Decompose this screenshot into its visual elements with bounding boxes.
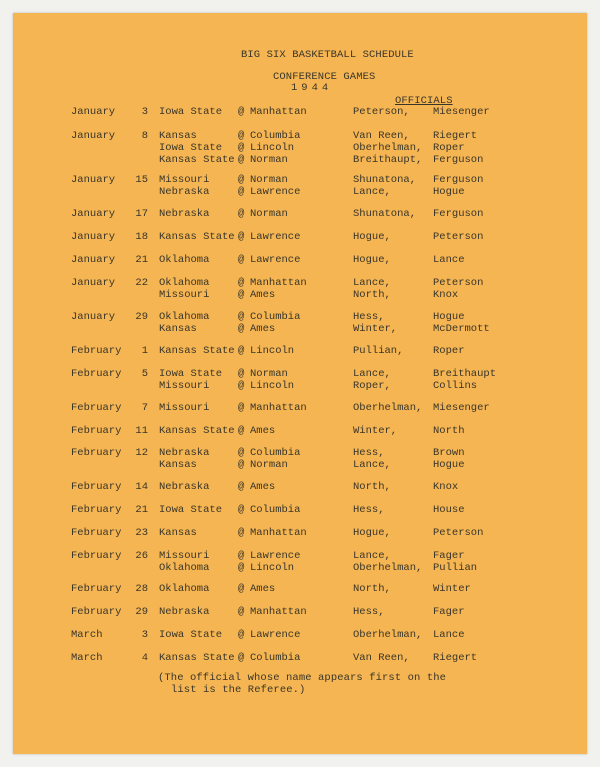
- game-month: February: [71, 447, 122, 459]
- game-site: Norman: [250, 459, 288, 471]
- game-month: February: [71, 481, 122, 493]
- game-day: 5: [141, 368, 148, 380]
- game-site: Norman: [250, 154, 288, 166]
- umpire-name: Winter: [433, 583, 471, 595]
- document-title: BIG SIX BASKETBALL SCHEDULE: [241, 49, 414, 61]
- referee-name: Hogue,: [353, 231, 391, 243]
- game-month: February: [71, 583, 122, 595]
- game-day: 21: [135, 504, 148, 516]
- at-symbol: @: [238, 402, 245, 414]
- game-day: 29: [135, 606, 148, 618]
- home-team: Kansas: [159, 459, 197, 471]
- at-symbol: @: [238, 345, 245, 357]
- referee-name: Breithaupt,: [353, 154, 423, 166]
- game-month: February: [71, 402, 122, 414]
- at-symbol: @: [238, 311, 245, 323]
- game-site: Manhattan: [250, 527, 307, 539]
- referee-name: Lance,: [353, 277, 391, 289]
- home-team: Missouri: [159, 380, 210, 392]
- referee-name: Shunatona,: [353, 208, 417, 220]
- at-symbol: @: [238, 606, 245, 618]
- home-team: Missouri: [159, 289, 210, 301]
- referee-name: Lance,: [353, 459, 391, 471]
- umpire-name: Brown: [433, 447, 465, 459]
- game-site: Columbia: [250, 447, 301, 459]
- home-team: Missouri: [159, 402, 210, 414]
- home-team: Missouri: [159, 550, 210, 562]
- at-symbol: @: [238, 527, 245, 539]
- game-day: 15: [135, 174, 148, 186]
- referee-name: Hess,: [353, 606, 385, 618]
- home-team: Iowa State: [159, 106, 223, 118]
- at-symbol: @: [238, 368, 245, 380]
- referee-name: Oberhelman,: [353, 142, 423, 154]
- at-symbol: @: [238, 231, 245, 243]
- game-day: 8: [141, 130, 148, 142]
- game-site: Ames: [250, 583, 276, 595]
- referee-name: North,: [353, 481, 391, 493]
- game-site: Columbia: [250, 652, 301, 664]
- at-symbol: @: [238, 186, 245, 198]
- umpire-name: Roper: [433, 142, 465, 154]
- game-site: Lincoln: [250, 562, 295, 574]
- game-site: Norman: [250, 368, 288, 380]
- home-team: Kansas State: [159, 345, 235, 357]
- game-site: Ames: [250, 323, 276, 335]
- home-team: Kansas State: [159, 154, 235, 166]
- game-site: Lawrence: [250, 629, 301, 641]
- at-symbol: @: [238, 550, 245, 562]
- home-team: Missouri: [159, 174, 210, 186]
- officials-heading: OFFICIALS: [395, 95, 453, 107]
- at-symbol: @: [238, 106, 245, 118]
- umpire-name: Peterson: [433, 277, 484, 289]
- game-site: Manhattan: [250, 606, 307, 618]
- game-site: Lawrence: [250, 254, 301, 266]
- home-team: Iowa State: [159, 368, 223, 380]
- game-site: Norman: [250, 208, 288, 220]
- referee-note-line-2: list is the Referee.): [171, 684, 306, 696]
- referee-note-line-1: (The official whose name appears first on the: [158, 672, 447, 684]
- game-site: Lawrence: [250, 231, 301, 243]
- umpire-name: Riegert: [433, 652, 478, 664]
- game-day: 29: [135, 311, 148, 323]
- referee-name: Winter,: [353, 425, 398, 437]
- at-symbol: @: [238, 481, 245, 493]
- at-symbol: @: [238, 583, 245, 595]
- at-symbol: @: [238, 254, 245, 266]
- umpire-name: North: [433, 425, 465, 437]
- home-team: Iowa State: [159, 629, 223, 641]
- game-site: Lawrence: [250, 550, 301, 562]
- umpire-name: Hogue: [433, 311, 465, 323]
- referee-name: Hess,: [353, 504, 385, 516]
- umpire-name: Peterson: [433, 231, 484, 243]
- umpire-name: Fager: [433, 550, 465, 562]
- home-team: Oklahoma: [159, 583, 210, 595]
- umpire-name: Knox: [433, 481, 459, 493]
- game-month: January: [71, 277, 116, 289]
- home-team: Kansas: [159, 527, 197, 539]
- at-symbol: @: [238, 142, 245, 154]
- home-team: Oklahoma: [159, 277, 210, 289]
- game-month: February: [71, 527, 122, 539]
- game-site: Ames: [250, 425, 276, 437]
- game-site: Lincoln: [250, 380, 295, 392]
- umpire-name: Breithaupt: [433, 368, 497, 380]
- home-team: Oklahoma: [159, 254, 210, 266]
- referee-name: North,: [353, 289, 391, 301]
- referee-name: Oberhelman,: [353, 402, 423, 414]
- referee-name: Peterson,: [353, 106, 410, 118]
- umpire-name: Hogue: [433, 459, 465, 471]
- at-symbol: @: [238, 208, 245, 220]
- game-day: 3: [141, 106, 148, 118]
- at-symbol: @: [238, 629, 245, 641]
- home-team: Kansas State: [159, 425, 235, 437]
- game-day: 3: [141, 629, 148, 641]
- game-site: Columbia: [250, 130, 301, 142]
- at-symbol: @: [238, 652, 245, 664]
- home-team: Oklahoma: [159, 562, 210, 574]
- at-symbol: @: [238, 174, 245, 186]
- at-symbol: @: [238, 380, 245, 392]
- game-month: March: [71, 629, 103, 641]
- umpire-name: Miesenger: [433, 402, 490, 414]
- at-symbol: @: [238, 289, 245, 301]
- referee-name: Pullian,: [353, 345, 404, 357]
- game-month: January: [71, 106, 116, 118]
- at-symbol: @: [238, 323, 245, 335]
- umpire-name: Ferguson: [433, 208, 484, 220]
- referee-name: Van Reen,: [353, 130, 410, 142]
- at-symbol: @: [238, 130, 245, 142]
- umpire-name: Riegert: [433, 130, 478, 142]
- referee-name: Hess,: [353, 311, 385, 323]
- game-site: Norman: [250, 174, 288, 186]
- game-site: Lincoln: [250, 142, 295, 154]
- game-month: January: [71, 311, 116, 323]
- at-symbol: @: [238, 459, 245, 471]
- home-team: Nebraska: [159, 208, 210, 220]
- at-symbol: @: [238, 277, 245, 289]
- game-day: 22: [135, 277, 148, 289]
- home-team: Nebraska: [159, 186, 210, 198]
- umpire-name: McDermott: [433, 323, 490, 335]
- game-month: February: [71, 368, 122, 380]
- referee-name: Winter,: [353, 323, 398, 335]
- game-site: Manhattan: [250, 106, 307, 118]
- referee-name: Van Reen,: [353, 652, 410, 664]
- document-page: [13, 13, 587, 754]
- referee-name: Hess,: [353, 447, 385, 459]
- game-day: 7: [141, 402, 148, 414]
- at-symbol: @: [238, 154, 245, 166]
- referee-name: Lance,: [353, 368, 391, 380]
- game-site: Manhattan: [250, 402, 307, 414]
- game-site: Ames: [250, 481, 276, 493]
- game-site: Lincoln: [250, 345, 295, 357]
- document-year: 1944: [291, 82, 333, 94]
- game-month: January: [71, 208, 116, 220]
- document-subtitle: CONFERENCE GAMES: [273, 71, 376, 83]
- umpire-name: Fager: [433, 606, 465, 618]
- game-day: 11: [135, 425, 148, 437]
- umpire-name: Miesenger: [433, 106, 490, 118]
- game-site: Manhattan: [250, 277, 307, 289]
- at-symbol: @: [238, 447, 245, 459]
- game-month: February: [71, 606, 122, 618]
- game-day: 1: [141, 345, 148, 357]
- at-symbol: @: [238, 504, 245, 516]
- referee-name: Roper,: [353, 380, 391, 392]
- home-team: Kansas: [159, 323, 197, 335]
- umpire-name: Pullian: [433, 562, 478, 574]
- game-month: February: [71, 504, 122, 516]
- game-day: 28: [135, 583, 148, 595]
- umpire-name: Knox: [433, 289, 459, 301]
- umpire-name: Roper: [433, 345, 465, 357]
- umpire-name: House: [433, 504, 465, 516]
- game-month: January: [71, 130, 116, 142]
- game-month: January: [71, 254, 116, 266]
- home-team: Iowa State: [159, 142, 223, 154]
- referee-name: Shunatona,: [353, 174, 417, 186]
- home-team: Kansas State: [159, 652, 235, 664]
- game-day: 12: [135, 447, 148, 459]
- at-symbol: @: [238, 562, 245, 574]
- game-month: February: [71, 345, 122, 357]
- home-team: Iowa State: [159, 504, 223, 516]
- referee-name: Oberhelman,: [353, 629, 423, 641]
- umpire-name: Lance: [433, 254, 465, 266]
- game-day: 18: [135, 231, 148, 243]
- referee-name: North,: [353, 583, 391, 595]
- game-month: February: [71, 550, 122, 562]
- game-day: 17: [135, 208, 148, 220]
- game-site: Ames: [250, 289, 276, 301]
- game-site: Columbia: [250, 504, 301, 516]
- umpire-name: Ferguson: [433, 154, 484, 166]
- game-month: March: [71, 652, 103, 664]
- umpire-name: Lance: [433, 629, 465, 641]
- umpire-name: Collins: [433, 380, 478, 392]
- game-site: Lawrence: [250, 186, 301, 198]
- referee-name: Oberhelman,: [353, 562, 423, 574]
- home-team: Nebraska: [159, 447, 210, 459]
- game-day: 23: [135, 527, 148, 539]
- game-month: January: [71, 231, 116, 243]
- game-day: 14: [135, 481, 148, 493]
- game-month: February: [71, 425, 122, 437]
- at-symbol: @: [238, 425, 245, 437]
- game-day: 26: [135, 550, 148, 562]
- referee-name: Hogue,: [353, 527, 391, 539]
- umpire-name: Hogue: [433, 186, 465, 198]
- umpire-name: Peterson: [433, 527, 484, 539]
- game-site: Columbia: [250, 311, 301, 323]
- game-month: January: [71, 174, 116, 186]
- game-day: 4: [141, 652, 148, 664]
- home-team: Nebraska: [159, 606, 210, 618]
- referee-name: Hogue,: [353, 254, 391, 266]
- home-team: Kansas: [159, 130, 197, 142]
- referee-name: Lance,: [353, 186, 391, 198]
- home-team: Nebraska: [159, 481, 210, 493]
- game-day: 21: [135, 254, 148, 266]
- referee-name: Lance,: [353, 550, 391, 562]
- home-team: Oklahoma: [159, 311, 210, 323]
- umpire-name: Ferguson: [433, 174, 484, 186]
- home-team: Kansas State: [159, 231, 235, 243]
